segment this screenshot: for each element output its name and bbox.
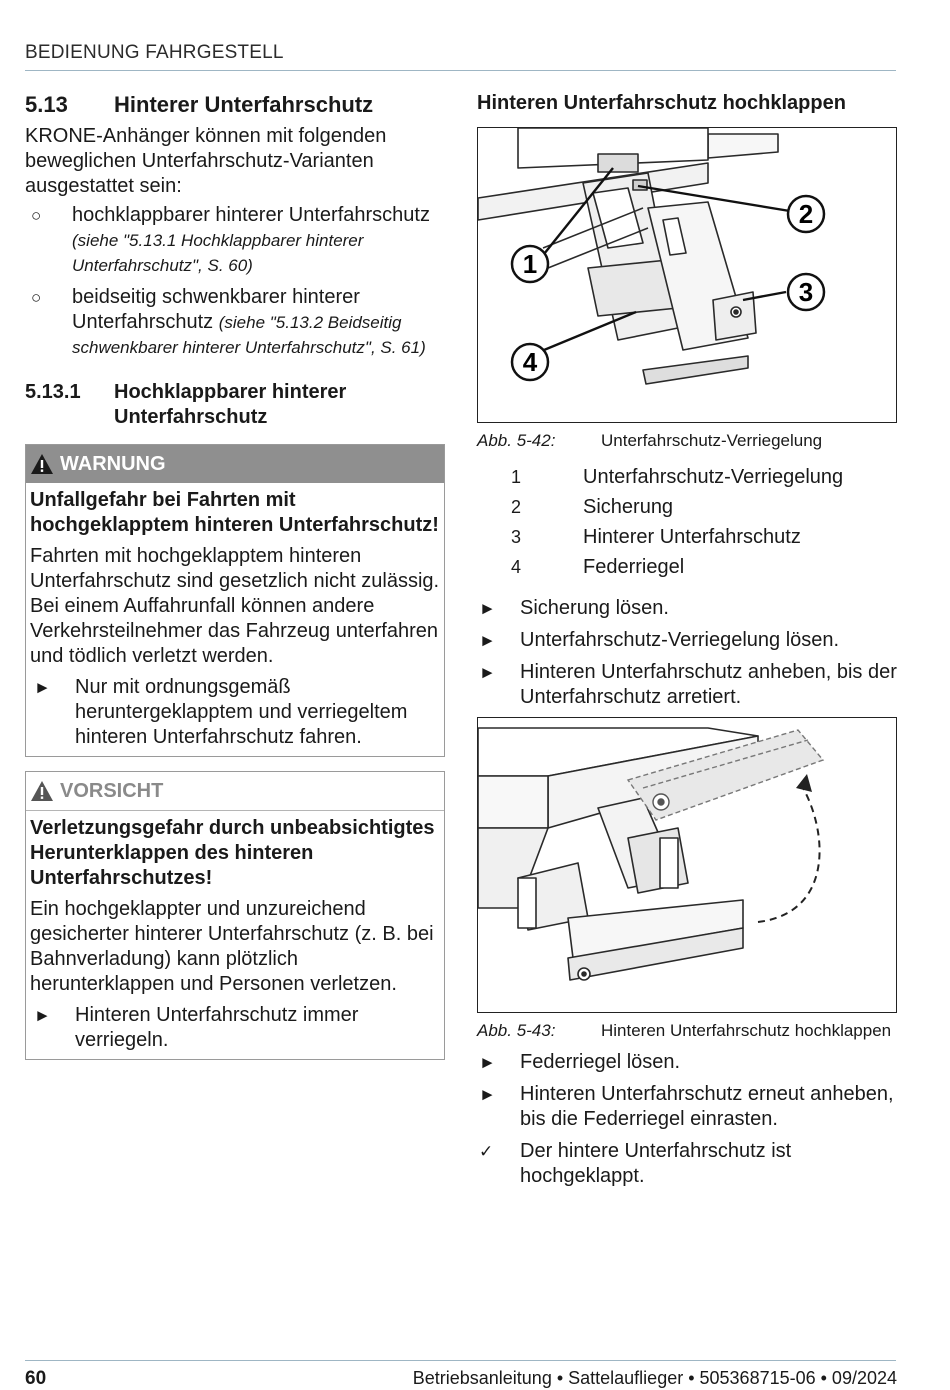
callout-1-label: 1	[522, 249, 538, 279]
option-list	[25, 203, 445, 360]
legend-text: Hinterer Unterfahrschutz	[583, 526, 801, 548]
figure-label: Abb. 5-42:	[477, 431, 556, 450]
folding-up-illustration	[478, 718, 896, 1012]
callout-2-label: 2	[798, 199, 814, 229]
left-column	[25, 88, 445, 1060]
arrow-bullet-icon: ►	[479, 599, 496, 618]
callout-4-label: 4	[522, 347, 538, 377]
caution-step	[30, 1003, 440, 1053]
section-title: Hinterer Unterfahrschutz	[114, 92, 374, 117]
caution-step-text: Hinteren Unterfahrschutz immer verriegeln.	[75, 1004, 359, 1051]
circle-bullet-icon: ○	[31, 288, 42, 307]
section-heading	[25, 92, 445, 118]
step-text: Hinteren Unterfahrschutz erneut anheben, bis die Federriegel einrasten.	[520, 1083, 894, 1130]
subsection-number: 5.13.1	[25, 381, 81, 403]
warning-box	[25, 444, 445, 757]
footer-divider	[25, 1360, 896, 1361]
right-column	[477, 88, 897, 1196]
list-item	[477, 462, 897, 492]
list-item	[477, 522, 897, 552]
legend-text: Federriegel	[583, 556, 685, 578]
arrow-bullet-icon: ►	[479, 1085, 496, 1104]
figure-locking-mechanism	[477, 127, 897, 423]
cross-reference-link[interactable]: (siehe "5.13.2 Beidseitig schwenkbarer hinterer Unterfahrschutz", S. 61)	[72, 313, 426, 357]
subsection-title: Hochklappbarer hinterer Unterfahrschutz	[114, 381, 347, 428]
list-item	[477, 552, 897, 582]
step-text: Federriegel lösen.	[520, 1051, 681, 1073]
subsection-heading	[25, 380, 445, 430]
step-text: Hinteren Unterfahrschutz anheben, bis der Unterfahrschutz arretiert.	[520, 661, 897, 708]
figure-caption-text: Unterfahrschutz-Verriegelung	[601, 431, 823, 450]
arrow-bullet-icon: ►	[34, 1006, 51, 1025]
legend-number: 2	[511, 497, 522, 517]
caution-header	[26, 772, 444, 811]
step-text: Sicherung lösen.	[520, 597, 669, 619]
figure-legend	[477, 462, 897, 582]
list-item	[477, 596, 897, 621]
caution-box	[25, 771, 445, 1060]
page-number: 60	[25, 1368, 47, 1389]
header-divider	[25, 70, 896, 71]
legend-text: Sicherung	[583, 496, 674, 518]
list-item	[477, 660, 897, 710]
option-text: hochklappbarer hinterer Unterfahrschutz	[72, 204, 430, 226]
warning-step-text: Nur mit ordnungsgemäß heruntergeklapptem und verriegeltem hinteren Unterfahrschutz fahren.	[75, 676, 408, 748]
warning-header	[26, 445, 444, 483]
circle-bullet-icon: ○	[31, 206, 42, 225]
arrow-bullet-icon: ►	[479, 1053, 496, 1072]
footer-document-info: Betriebsanleitung • Sattelauflieger • 505368715-06 • 09/2024	[412, 1368, 897, 1388]
warning-triangle-icon	[30, 780, 54, 802]
legend-number: 4	[511, 557, 522, 577]
cross-reference-link[interactable]: (siehe "5.13.1 Hochklappbarer hinterer Unterfahrschutz", S. 60)	[72, 231, 364, 275]
callout-3-label: 3	[798, 277, 814, 307]
list-item	[25, 285, 445, 360]
list-item	[477, 628, 897, 653]
caution-headline: Verletzungsgefahr durch unbeabsichtigtes Herunterklappen des hinteren Unterfahrschutzes!	[30, 817, 435, 889]
legend-number: 1	[511, 467, 522, 487]
arrow-bullet-icon: ►	[479, 631, 496, 650]
section-intro: KRONE-Anhänger können mit folgenden beweglichen Unterfahrschutz-Varianten ausgestattet sein:	[25, 125, 387, 197]
list-item	[477, 492, 897, 522]
list-item	[477, 1082, 897, 1132]
checkmark-icon: ✓	[479, 1142, 494, 1161]
arrow-bullet-icon: ►	[479, 663, 496, 682]
warning-label: WARNUNG	[60, 452, 166, 475]
arrow-bullet-icon: ►	[34, 678, 51, 697]
procedure-steps-b	[477, 1050, 897, 1189]
warning-text: Fahrten mit hochgeklapptem hinteren Unterfahrschutz sind gesetzlich nicht zulässig. Bei einem Auffahrunfall können andere Verkehrsteilnehmer das Fahrzeug unterfahren und tödlich verletzt werden.	[30, 545, 440, 667]
warning-step	[30, 675, 440, 750]
legend-number: 3	[511, 527, 522, 547]
figure-folding-up	[477, 717, 897, 1013]
result-text: Der hintere Unterfahrschutz ist hochgeklappt.	[520, 1140, 792, 1187]
figure-label: Abb. 5-43:	[477, 1021, 556, 1040]
caution-label: VORSICHT	[60, 779, 164, 802]
warning-headline: Unfallgefahr bei Fahrten mit hochgeklapptem hinteren Unterfahrschutz!	[30, 489, 439, 536]
warning-triangle-icon	[30, 453, 54, 475]
figure-caption-text: Hinteren Unterfahrschutz hochklappen	[601, 1021, 892, 1040]
step-text: Unterfahrschutz-Verriegelung lösen.	[520, 629, 840, 651]
option-text: beidseitig schwenkbarer hinterer Unterfahrschutz	[72, 286, 360, 333]
list-item	[477, 1050, 897, 1075]
caution-text: Ein hochgeklappter und unzureichend gesicherter hinterer Unterfahrschutz (z. B. bei Bahnverladung) kann plötzlich herunterklappen und Personen verletzen.	[30, 898, 434, 995]
procedure-steps-a	[477, 596, 897, 710]
section-number: 5.13	[25, 92, 68, 117]
procedure-title: Hinteren Unterfahrschutz hochklappen	[477, 92, 846, 114]
legend-text: Unterfahrschutz-Verriegelung	[583, 466, 844, 488]
figure-caption	[477, 1020, 897, 1042]
list-item	[25, 203, 445, 278]
figure-caption	[477, 430, 897, 452]
running-header: BEDIENUNG FAHRGESTELL	[25, 42, 284, 63]
list-item	[477, 1139, 897, 1189]
locking-mechanism-illustration	[478, 128, 896, 422]
